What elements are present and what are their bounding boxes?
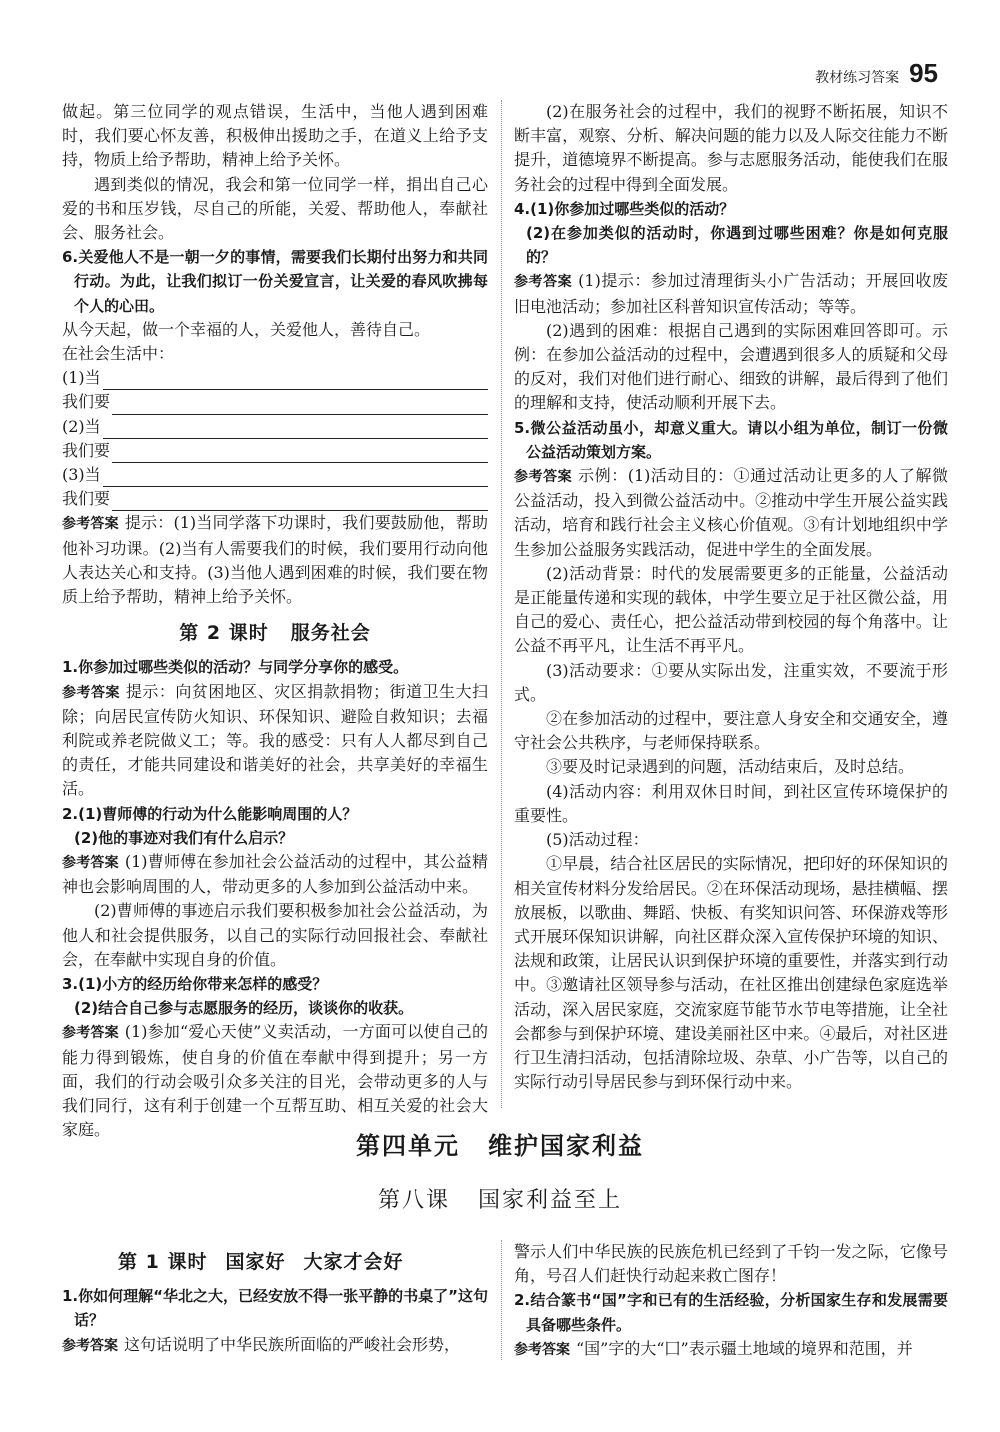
paragraph: 做起。第三位同学的观点错误，生活中，当他人遇到困难时，我们要心怀友善，积极伸出援助之手，在道义上给予支持，物质上给予帮助，精神上给予关怀。: [62, 102, 488, 170]
bottom-left-column: [62, 1250, 488, 1358]
question-2-sub: (2)他的事迹对我们有什么启示？: [74, 828, 294, 847]
answer: 参考答案 (1)提示：参加过清理街头小广告活动；开展回收废旧电池活动；参加社区科普知识宣传活动；等等。: [514, 271, 949, 316]
paragraph: ②在参加活动的过程中，要注意人身安全和交通安全，遵守社会公共秩序，与老师保持联系。: [514, 709, 948, 753]
blank-line: (3)当: [62, 463, 488, 487]
unit-title: 第四单元 维护国家利益: [356, 1132, 644, 1160]
answer: 参考答案 (1)曹师傅在参加社会公益活动的过程中，其公益精神也会影响周围的人，带动更多的人参加到公益活动中来。: [62, 852, 488, 897]
header-label: 教材练习答案: [815, 70, 900, 86]
paragraph: 遇到类似的情况，我会和第一位同学一样，捐出自己心爱的书和压岁钱，尽自己的所能，关爱、帮助他人，奉献社会、服务社会。: [62, 174, 488, 243]
column-divider: [501, 100, 502, 1108]
blank-line: 我们要: [62, 487, 488, 511]
paragraph: ③要及时记录遇到的问题，活动结束后，及时总结。: [546, 757, 915, 777]
right-column: [514, 100, 948, 1094]
question-6: 6.关爱他人不是一朝一夕的事情，需要我们长期付出努力和共同行动。为此，让我们拟订一份关爱宣言，让关爱的春风吹拂每个人的心田。: [62, 248, 488, 315]
answer: 参考答案 “国”字的大“囗”表示疆土地域的境界和范围，并: [514, 1338, 913, 1358]
lesson-title: 第八课 国家利益至上: [377, 1188, 623, 1213]
paragraph: (2)在服务社会的过程中，我们的视野不断拓展，知识不断丰富，观察、分析、解决问题的能力以及人际交往能力不断提升，道德境界不断提高。参与志愿服务活动，能使我们在服务社会的过程中得到全面发展。: [514, 102, 948, 194]
question-4-sub: (2)在参加类似的活动时，你遇到过哪些困难？你是如何克服的？: [526, 224, 948, 267]
blank-line: (2)当: [62, 415, 488, 439]
answer: 参考答案 (1)参加“爱心天使”义卖活动，一方面可以使自己的能力得到锻炼，使自身的价值在奉献中得到提升；另一方面，我们的行动会吸引众多关注的目光，会带动更多的人与我们同行，这有利于创建一个互帮互助、相互关爱的社会大家庭。: [62, 1022, 488, 1140]
question-3: 3.(1)小方的经历给你带来怎样的感受？: [62, 975, 328, 994]
paragraph: (2)遇到的困难：根据自己遇到的实际困难回答即可。示例：在参加公益活动的过程中，会遭遇到很多人的质疑和父母的反对，我们对他们进行耐心、细致的讲解，最后得到了他们的理解和支持，使活动顺利开展下去。: [514, 320, 948, 413]
question-2: 2.结合篆书“国”字和已有的生活经验，分析国家生存和发展需要具备哪些条件。: [514, 1291, 948, 1334]
question-1: 1.你如何理解“华北之大，已经安放不得一张平静的书桌了”这句话？: [62, 1287, 488, 1330]
bottom-right-column: [514, 1240, 948, 1362]
answer: 参考答案 提示：向贫困地区、灾区捐款捐物；街道卫生大扫除；向居民宣传防火知识、环保知识、避险自救知识；去福利院或养老院做义工；等。我的感受：只有人人都尽到自己的责任，才能共同建设和谐美好的社会，共享美好的幸福生活。: [62, 681, 488, 799]
paragraph: 警示人们中华民族的民族危机已经到了千钧一发之际，它像号角，号召人们赶快行动起来救亡图存！: [514, 1242, 948, 1286]
paragraph: 从今天起，做一个幸福的人，关爱他人，善待自己。: [62, 319, 431, 339]
paragraph: ①早晨，结合社区居民的实际情况，把印好的环保知识的相关宣传材料分发给居民。②在环保活动现场，悬挂横幅、摆放展板，以歌曲、舞蹈、快板、有奖知识问答、环保游戏等形式开展环保知识讲解，向社区群众深入宣传保护环境的知识、法规和政策，让居民认识到保护环境的重要性，并落实到行动中。③邀请社区领导参与活动，在社区推出创建绿色家庭选举活动，深入居民家庭，交流家庭节能节水节电等措施，让全社会都参与到保护环境、建设美丽社区中来。④最后，对社区进行卫生清扫活动，包括清除垃圾、杂草、小广告等，以自己的实际行动引导居民参与到环保行动中来。: [514, 854, 948, 1092]
question-2: 2.(1)曹师傅的行动为什么能影响周围的人？: [62, 804, 358, 823]
section-title: 第 2 课时 服务社会: [179, 622, 371, 645]
column-divider: [501, 1240, 502, 1360]
blank-line: (1)当: [62, 366, 488, 390]
paragraph: (5)活动过程：: [546, 830, 649, 850]
section-title: 第 1 课时 国家好 大家才会好: [118, 1251, 404, 1273]
left-column: [62, 100, 488, 1142]
question-4: 4.(1)你参加过哪些类似的活动？: [514, 199, 735, 218]
paragraph: (4)活动内容：利用双休日时间，到社区宣传环境保护的重要性。: [514, 781, 948, 825]
answer: 参考答案 示例：(1)活动目的：①通过活动让更多的人了解微公益活动，投入到微公益活动中。②推动中学生开展公益实践活动，培育和践行社会主义核心价值观。③有计划地组织中学生参加公益服务实践活动，促进中学生的全面发展。: [514, 466, 949, 559]
question-5: 5.微公益活动虽小，却意义重大。请以小组为单位，制订一份微公益活动策划方案。: [514, 418, 948, 461]
paragraph: (2)曹师傅的事迹启示我们要积极参加社会公益活动，为他人和社会提供服务，以自己的实际行动回报社会、奉献社会，在奉献中实现自身的价值。: [62, 901, 488, 969]
question-1: 1.你参加过哪些类似的活动？与同学分享你的感受。: [62, 658, 409, 677]
answer: 参考答案 这句话说明了中华民族所面临的严峻社会形势，: [62, 1334, 461, 1354]
blank-line: 我们要: [62, 390, 488, 414]
paragraph: (2)活动背景：时代的发展需要更多的正能量，公益活动是正能量传递和实现的载体，中学生要立足于社区微公益，用自己的爱心、责任心，把公益活动带到校园的每个角落中。让公益不再平凡，让生活不再平凡。: [514, 563, 948, 656]
page-number: 95: [909, 58, 938, 88]
question-3-sub: (2)结合自己参与志愿服务的经历，谈谈你的收获。: [74, 999, 414, 1018]
answer: 参考答案 提示：(1)当同学落下功课时，我们要鼓励他，帮助他补习功课。(2)当有人需要我们的时候，我们要用行动向他人表达关心和支持。(3)当他人遇到困难的时候，我们要在物质上给予帮助，精神上给予关怀。: [62, 513, 488, 606]
blank-line: 我们要: [62, 439, 488, 463]
paragraph: (3)活动要求：①要从实际出发，注重实效，不要流于形式。: [514, 660, 948, 704]
paragraph: 在社会生活中：: [62, 344, 175, 364]
page-header: [815, 58, 938, 92]
